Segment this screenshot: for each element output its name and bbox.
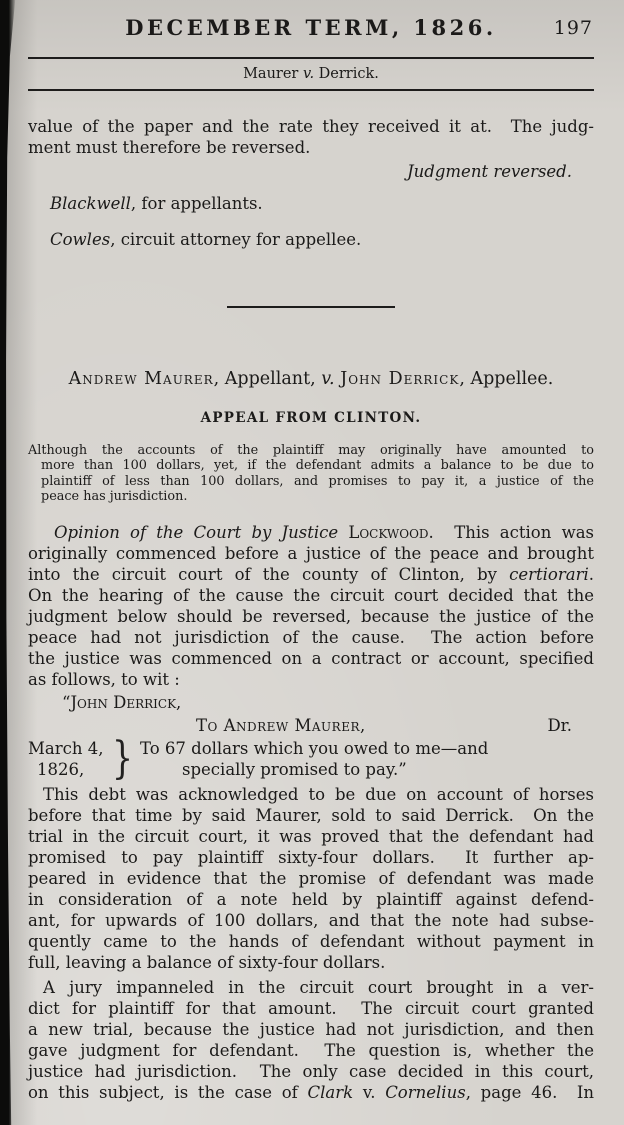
page-content bbox=[28, 0, 594, 1103]
counsel-appellee: Cowles, circuit attorney for appellee. bbox=[50, 230, 362, 249]
appeal-origin-line: APPEAL FROM CLINTON. bbox=[200, 410, 422, 426]
page-header bbox=[28, 15, 594, 42]
account-brace-glyph: } bbox=[112, 732, 133, 784]
running-head: Maurer v. Derrick. bbox=[243, 66, 379, 82]
account-item-row bbox=[28, 732, 594, 784]
top-rule bbox=[28, 57, 594, 59]
account-date-line2: 1826, bbox=[37, 759, 85, 779]
opinion-paragraph: Opinion of the Court by Justice Lockwood. This action was originally commenced before a justice of the peace and brought into the circuit court of the county of Clinton, by certiorari. On the hearing of the cause the circuit court decided that the judgment below should be reversed, because the justice of the peace had not jurisdiction of the cause. The action before the justice was commenced on a contract or account, specified as follows, to wit : bbox=[28, 522, 594, 689]
account-creditor-name: To Andrew Maurer, bbox=[196, 715, 366, 735]
judgment-disposition: Judgment reversed. bbox=[407, 162, 572, 181]
account-date-line1: March 4, bbox=[28, 738, 104, 758]
account-debtor-line: “John Derrick, bbox=[62, 692, 182, 712]
account-item-line2: specially promised to pay.” bbox=[182, 759, 407, 779]
account-item-column bbox=[140, 738, 594, 780]
account-item-line1: To 67 dollars which you owed to me—and bbox=[140, 738, 489, 758]
term-title: DECEMBER TERM, 1826. bbox=[125, 15, 497, 40]
account-dr-label: Dr. bbox=[547, 715, 572, 735]
headnote-syllabus: Although the accounts of the plaintiff may originally have amounted to more than 100 dollars, yet, if the defendant admits a balance to be due to plaintiff of less than 100 dollars, and promises to pay it, a justice of the peace has jurisdiction. bbox=[28, 443, 594, 505]
page-number: 197 bbox=[553, 17, 593, 39]
previous-case-closing-paragraph: value of the paper and the rate they received it at. The judg- ment must therefore be reversed. bbox=[28, 117, 594, 157]
account-date-column bbox=[28, 738, 108, 780]
book-gutter-shadow bbox=[0, 0, 16, 1125]
account-statement bbox=[28, 692, 594, 784]
case-divider-rule bbox=[227, 306, 395, 308]
case-caption: Andrew Maurer, Appellant, v. John Derrick, Appellee. bbox=[68, 369, 554, 389]
body-paragraph-debt: This debt was acknowledged to be due on account of horses before that time by said Maurer, sold to said Derrick. On the trial in the circuit court, it was proved that the defendant had promised to pay plaintiff sixty-four dollars. It further ap- peared in evidence that the promise of defendant was made in consideration of a note held by plaintiff against defend- ant, for upwards of 100 dollars, and that the note had subse- quently came to the hands of defendant without payment in full, leaving a balance of sixty-four dollars. bbox=[28, 784, 594, 972]
running-head-rule bbox=[28, 89, 594, 91]
counsel-appellant: Blackwell, for appellants. bbox=[50, 194, 263, 213]
body-paragraph-jury: A jury impanneled in the circuit court brought in a ver- dict for plaintiff for that amount. The circuit court granted a new trial, because the justice had not jurisdiction, and then gave judgment for defendant. The question is, whether the justice had jurisdiction. The only case decided in this court, on this subject, is the case of Clark v. Cornelius, page 46. In bbox=[28, 977, 594, 1102]
